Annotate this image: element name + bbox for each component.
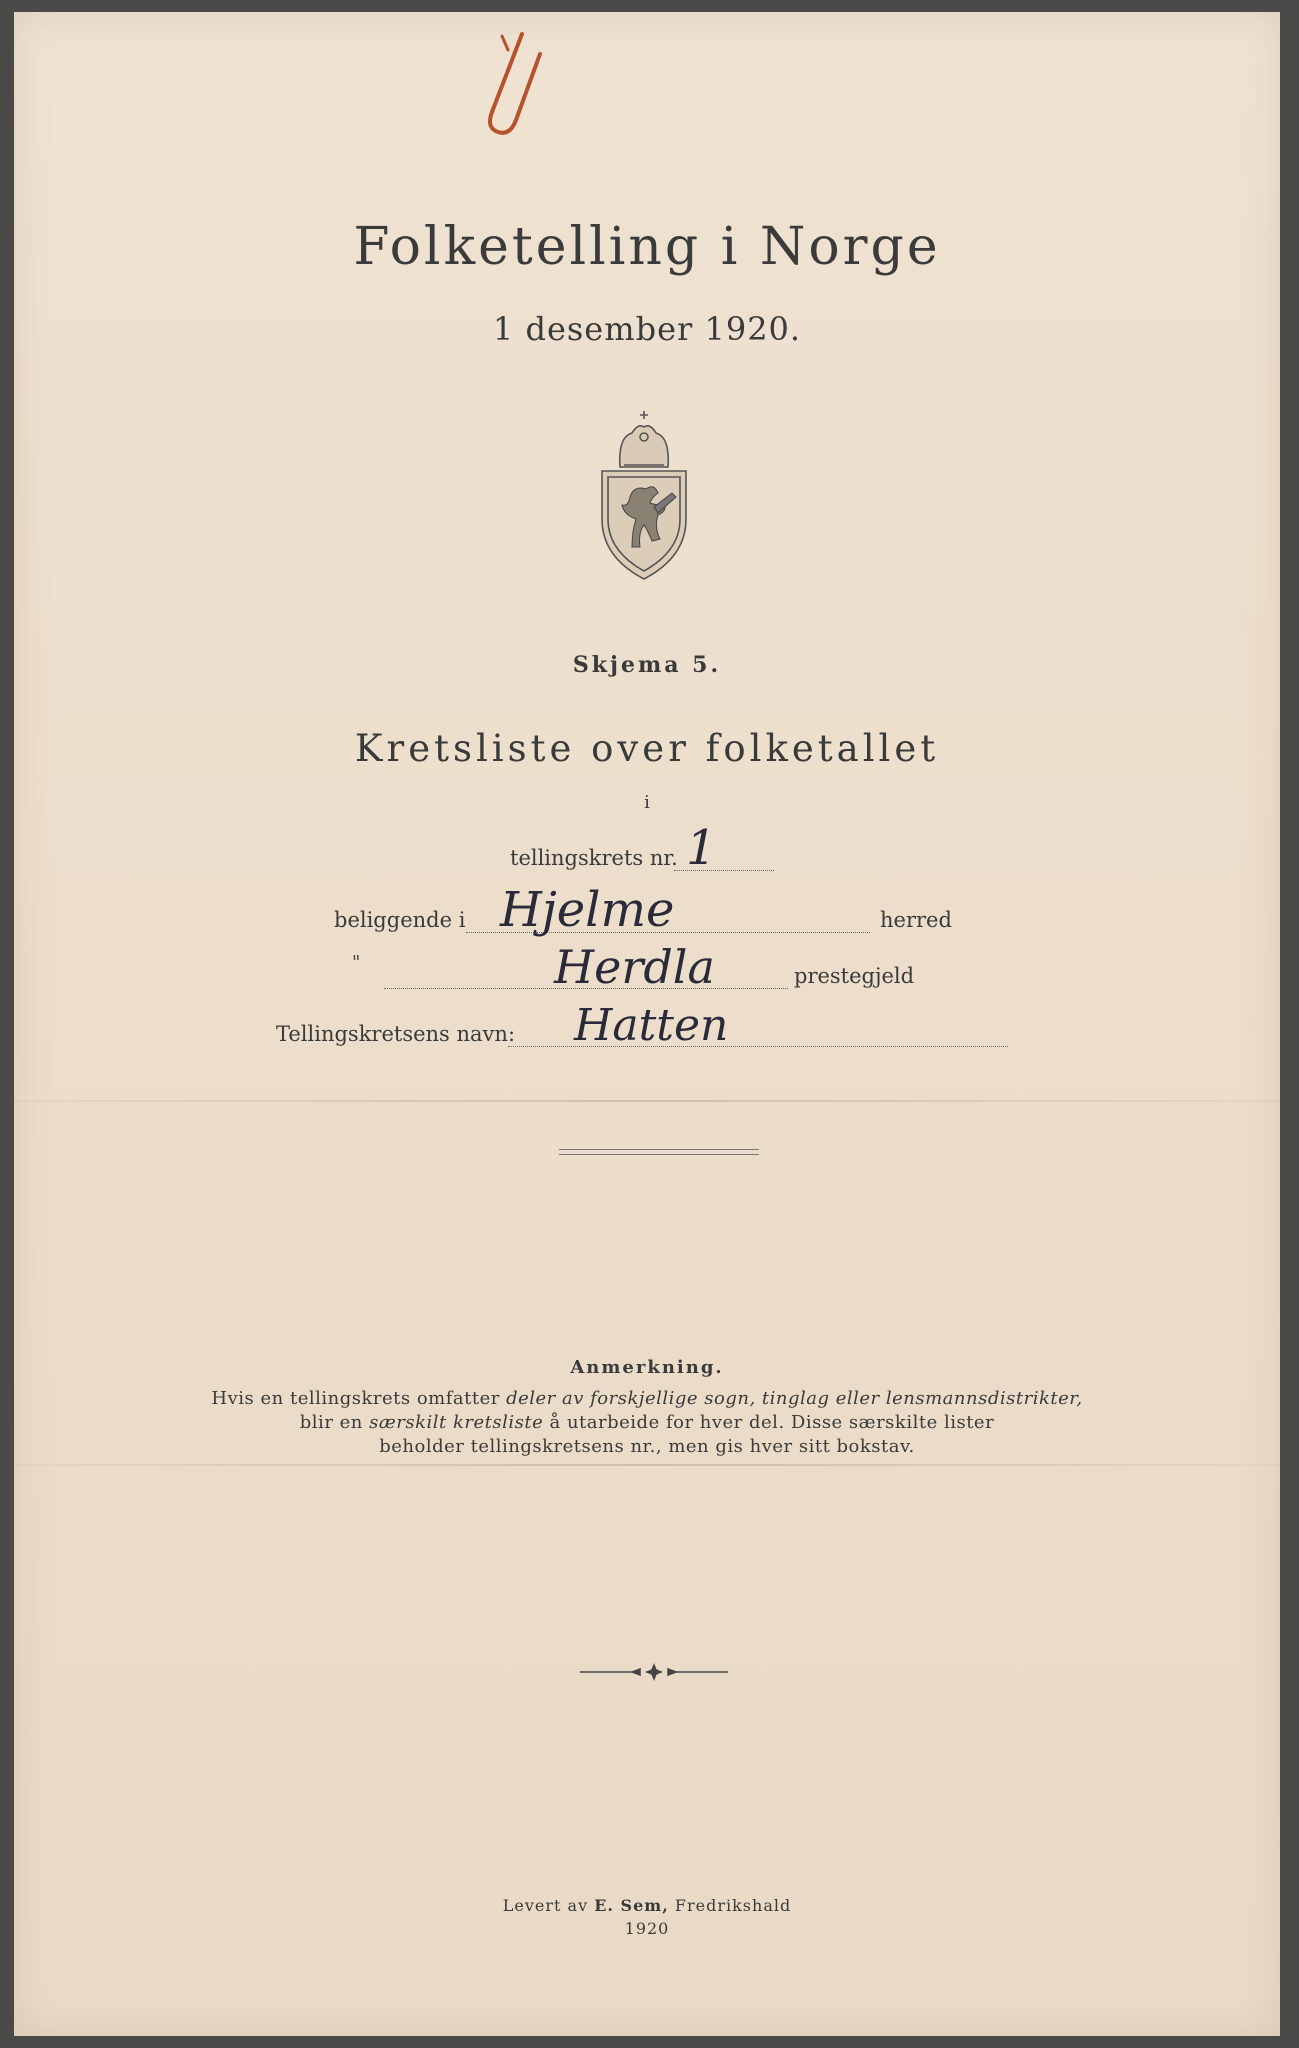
note-heading: Anmerkning. [570, 1357, 724, 1378]
printer-prefix: Levert av [502, 1896, 595, 1915]
navn-label: Tellingskretsens navn: [276, 1022, 516, 1046]
note-emphasis: deler av forskjellige sogn, tinglag eller lensmannsdistrikter, [506, 1388, 1083, 1409]
beliggende-label: beliggende i [334, 908, 466, 932]
tellingskrets-label: tellingskrets nr. [510, 846, 678, 870]
paperclip-icon [474, 28, 544, 138]
document-title: Folketelling i Norge [353, 217, 941, 277]
note-text: å utarbeide for hver del. Disse særskilte lister [543, 1412, 995, 1433]
divider [559, 1149, 759, 1155]
printer-credit [14, 1896, 1280, 1915]
note-line-2 [14, 1412, 1280, 1433]
navn-value: Hatten [574, 1000, 729, 1051]
prestegjeld-label: prestegjeld [794, 964, 915, 988]
note-text: Hvis en tellingskrets omfatter [211, 1388, 507, 1409]
herred-value: Hjelme [500, 882, 675, 938]
schema-number: Skjema 5. [572, 652, 722, 678]
note-line-3: beholder tellingskretsens nr., men gis hver sitt bokstav. [379, 1436, 915, 1457]
paper-fold [14, 1464, 1280, 1466]
note-line-1 [14, 1388, 1280, 1409]
prestegjeld-value: Herdla [554, 940, 715, 994]
norwegian-coat-of-arms-icon [594, 407, 694, 582]
ornament-divider-icon [574, 1662, 734, 1682]
note-emphasis: særskilt kretsliste [369, 1412, 544, 1433]
tellingskrets-value: 1 [686, 820, 717, 876]
document-heading: Kretsliste over folketallet [354, 727, 940, 770]
printer-name: E. Sem, [594, 1896, 669, 1915]
census-date: 1 desember 1920. [492, 310, 802, 348]
printer-place: Fredrikshald [668, 1896, 792, 1915]
census-form-page [14, 12, 1280, 2036]
herred-label: herred [880, 908, 952, 932]
paper-fold [14, 1100, 1280, 1102]
printer-year: 1920 [624, 1919, 670, 1938]
note-text: blir en [299, 1412, 370, 1433]
ditto-mark: " [352, 952, 361, 973]
connector-text: i [644, 792, 650, 813]
